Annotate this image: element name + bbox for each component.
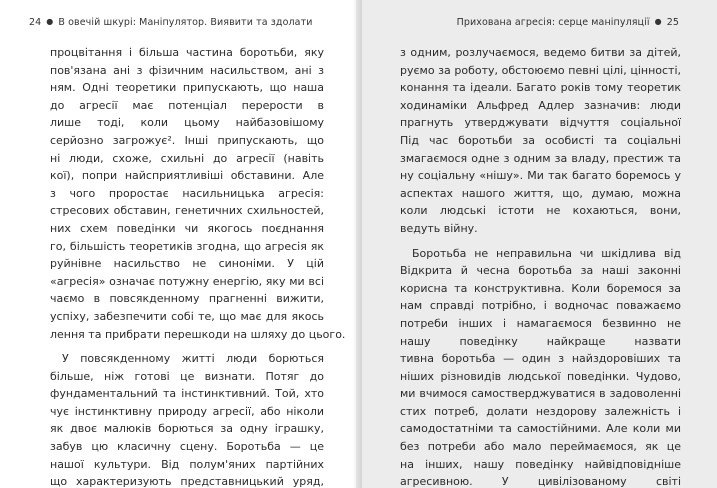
text-line: аспектах нашого життя, що, думаю, можна (400, 186, 681, 200)
text-line: стих потреб, долати нездорову залежність і (400, 404, 681, 418)
text-line: пов'язана ані з фізичним насильством, ані з (50, 63, 324, 77)
text-line: го, більшість теоретиків згодна, що агресія як (50, 239, 324, 253)
text-line: нашу поведінку найкраще назвати (400, 334, 681, 348)
text-line: успіху, забезпечити собі те, що має для якось (50, 309, 324, 323)
text-line: нашої культури. Від полум'яних партійних (50, 457, 324, 471)
text-line: Під час боротьби за особисті та соціальні (400, 133, 681, 147)
text-line: ну соціальну «нішу». Ми так багато боремось у (400, 169, 681, 183)
book-gutter (352, 0, 362, 488)
text-line: конання та ідеали. Багато років тому теоретик (400, 81, 681, 95)
text-line: ми вчимося самостверджуватися в задоволенні (400, 387, 681, 401)
text-line: коли людські істоти не кохаються, вони, (400, 204, 681, 218)
text-line: що характеризують представницький уряд, (50, 475, 324, 488)
text-line: фундаментальний та інстинктивний. Той, хто (50, 387, 324, 401)
text-line: як двоє малюків борються за одну іграшку, (50, 422, 324, 436)
text-line: корисна та конструктивна. Коли боремося за (400, 281, 681, 295)
text-line: ніших різновидів людської поведінки. Чудово, (400, 369, 681, 383)
text-line: забув цю класичну сцену. Боротьба — це (50, 440, 324, 454)
right-running-head (457, 17, 679, 28)
left-body-text (50, 44, 346, 488)
text-line: агресивною. У цивілізованому світі (400, 475, 681, 488)
left-page (0, 0, 356, 488)
text-line: тивна боротьба — один з найздоровіших та (400, 352, 681, 366)
text-line: з одним, розлучаємося, ведемо битви за дітей, (400, 46, 681, 59)
text-line: без потреби або мало переймаємося, як це (400, 440, 681, 454)
text-line: на інших, нашу поведінку найвідповідніше (400, 457, 681, 471)
right-running-title: Прихована агресія: серце маніпуляції (456, 17, 650, 28)
text-line: змагаємося одне з одним за владу, престиж та (400, 151, 681, 165)
left-page-number: 24 (29, 17, 42, 28)
text-line: ведуть війну. (400, 221, 478, 235)
right-page (356, 0, 717, 488)
text-line: потреби інших і намагаємося безвинно не (400, 316, 681, 330)
text-line: нам справді потрібно, і водночас поважаємо (400, 299, 681, 313)
left-running-head (29, 17, 313, 28)
text-line: них схем поведінки чи якогось поєднання (50, 221, 324, 235)
text-line: чаємо в повсякденному прагненні вижити, (50, 292, 324, 306)
text-line: ходинаміки Альфред Адлер зазначив: люди (400, 98, 681, 112)
text-line: до агресії має потенціал перерости в (50, 98, 324, 112)
text-line: серйозно загрожує². Інші припускають, що (50, 133, 324, 147)
text-line: У повсякденному житті люди борються (62, 352, 324, 366)
text-line: руємо за роботу, обстоюємо певні цілі, цінності, (400, 63, 681, 77)
text-line: кої), попри найсприятливіші обставини. Але (50, 169, 324, 183)
text-line: лення та прибрати перешкоди на шляху до цього. (50, 327, 346, 341)
text-line: ні люди, схоже, схильні до агресії (навіть (50, 151, 324, 165)
left-running-title: В овечій шкурі: Маніпулятор. Виявити та здолати (58, 17, 313, 28)
text-line: лише тоді, коли цьому найбазовішому (50, 116, 324, 130)
text-line: ням. Одні теоретики припускають, що наша (50, 81, 324, 95)
text-line: прагнуть утверджувати відчуття соціальної (400, 116, 681, 130)
bullet-icon: ● (46, 17, 54, 26)
text-line: «агресія» означає потужну енергію, яку ми всі (50, 274, 324, 288)
text-line: з чого проростає насильницька агресія: (50, 186, 324, 200)
text-line: самодостатніми та самостійними. Але коли ми (400, 422, 681, 436)
text-line: Відкрита й чесна боротьба за наші законні (400, 264, 681, 278)
bullet-icon: ● (654, 17, 662, 26)
text-line: більше, ніж готові це визнати. Потяг до (50, 369, 324, 383)
text-line: Боротьба не неправильна чи шкідлива від (412, 246, 681, 260)
text-line: руйнівне насильство не синоніми. У цій (50, 257, 324, 271)
text-line: процвітання і більша частина боротьби, яку (50, 46, 324, 59)
text-line: чує інстинктивну природу агресії, або ніколи (50, 404, 324, 418)
right-body-text (400, 44, 681, 488)
text-line: стресових обставин, генетичних схильностей, (50, 204, 324, 218)
right-page-number: 25 (666, 17, 679, 28)
